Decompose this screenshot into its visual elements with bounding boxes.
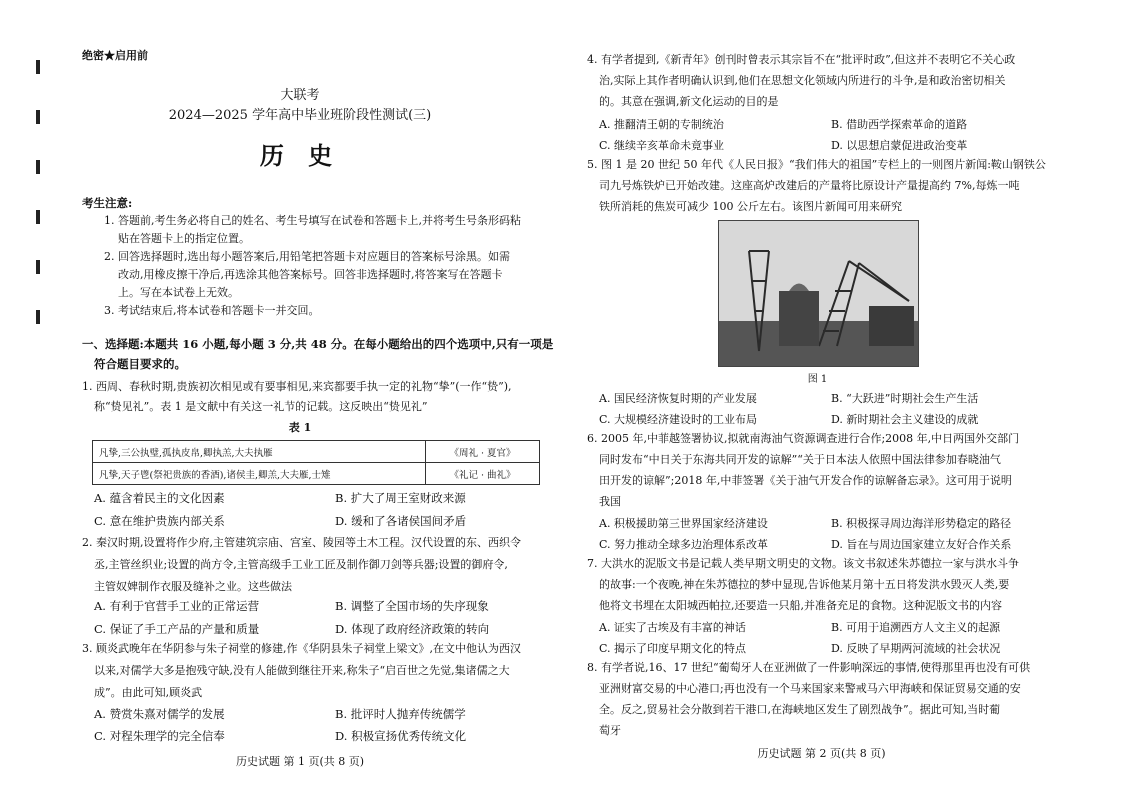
q3-stem: 以来,对儒学大多是抱残守缺,没有人能做到继往开来,称朱子“启百世之先觉,集诸儒之大 [94, 664, 510, 677]
q7-option-a: A. 证实了古埃及有丰富的神话 [599, 621, 746, 634]
citation-table [92, 440, 540, 485]
q1-stem: 1. 西周、春秋时期,贵族初次相见或有要事相见,来宾都要手执一定的礼物“挚”(一作“贽”), [82, 380, 512, 393]
q7-stem: 他将文书埋在太阳城西帕拉,还要造一只船,并准备充足的食物。这种泥版文书的内容 [599, 599, 1002, 612]
q3-option-d: D. 积极宣扬优秀传统文化 [335, 729, 467, 743]
q3-option-b: B. 批评时人抛弃传统儒学 [335, 707, 466, 721]
q7-stem: 7. 大洪水的泥版文书是记载人类早期文明史的文物。该文书叙述朱苏德拉一家与洪水斗争 [587, 557, 1019, 570]
notice-line: 改动,用橡皮擦干净后,再选涂其他答案标号。回答非选择题时,将答案写在答题卡 [118, 268, 503, 281]
table-row [93, 441, 540, 463]
q5-option-b: B. “大跃进”时期社会生产生活 [831, 392, 979, 405]
q6-option-b: B. 积极探寻周边海洋形势稳定的路径 [831, 517, 1012, 530]
q3-option-c: C. 对程朱理学的完全信奉 [94, 729, 225, 743]
notice-title: 考生注意: [82, 196, 133, 210]
q6-stem: 同时发布“中日关于东海共同开发的谅解”“关于日本法人依照中国法律参加春晓油气 [599, 453, 1001, 466]
q2-option-d: D. 体现了政府经济政策的转向 [335, 622, 490, 636]
section-heading-cont: 符合题目要求的。 [94, 357, 186, 371]
notice-line: 贴在答题卡上的指定位置。 [118, 232, 250, 245]
q8-stem: 萄牙 [599, 724, 621, 737]
q7-option-b: B. 可用于追溯西方人文主义的起源 [831, 621, 1001, 634]
q3-option-a: A. 赞赏朱熹对儒学的发展 [94, 707, 225, 721]
q5-option-d: D. 新时期社会主义建设的成就 [831, 413, 979, 426]
q4-stem: 的。其意在强调,新文化运动的目的是 [599, 95, 779, 108]
q1-option-d: D. 缓和了各诸侯国间矛盾 [335, 514, 467, 528]
table-cell: 《周礼 · 夏官》 [426, 441, 540, 463]
page-footer: 历史试题 第 2 页(共 8 页) [757, 747, 886, 760]
q8-stem: 亚洲财富交易的中心港口;再也没有一个马来国家来警戒马六甲海峡和保证贸易交通的安 [599, 682, 1021, 695]
table-cell: 凡挚,三公执璧,孤执皮帛,卿执羔,大夫执雁 [93, 441, 426, 463]
table-row [93, 463, 540, 485]
notice-line: 2. 回答选择题时,选出每小题答案后,用铅笔把答题卡对应题目的答案标号涂黑。如需 [104, 250, 510, 263]
q5-stem: 铁所消耗的焦炭可减少 100 公斤左右。该图片新闻可用来研究 [599, 200, 902, 213]
q6-stem: 6. 2005 年,中菲越签署协议,拟就南海油气资源调查进行合作;2008 年,中日两国外交部门 [587, 432, 1020, 445]
notice-line: 上。写在本试卷上无效。 [118, 286, 239, 299]
q2-stem: 丞,主管丝织业;设置的尚方令,主管高级手工业工匠及制作御刀剑等兵器;设置的御府令, [94, 558, 508, 571]
q2-option-a: A. 有利于官营手工业的正常运营 [94, 599, 260, 613]
q5-stem: 5. 图 1 是 20 世纪 50 年代《人民日报》“我们伟大的祖国”专栏上的一则图片新闻:鞍山钢铁公 [587, 158, 1046, 171]
table-title: 表 1 [288, 421, 312, 434]
q2-option-b: B. 调整了全国市场的失序现象 [335, 599, 489, 613]
q2-stem: 主管奴婢制作衣服及缝补之业。这些做法 [94, 580, 292, 593]
figure-caption: 图 1 [807, 374, 828, 385]
q8-stem: 8. 有学者说,16、17 世纪“葡萄牙人在亚洲做了一件影响深远的事情,使得那里再也没有可供 [587, 661, 1031, 674]
section-heading: 一、选择题:本题共 16 小题,每小题 3 分,共 48 分。在每小题给出的四个选项中,只有一项是 [82, 337, 554, 351]
q6-option-c: C. 努力推动全球多边治理体系改革 [599, 538, 769, 551]
page-footer: 历史试题 第 1 页(共 8 页) [235, 755, 365, 768]
q1-option-a: A. 蕴含着民主的文化因素 [94, 491, 225, 505]
q5-stem: 司九号炼铁炉已开始改建。这座高炉改建后的产量将比原设计产量提高约 7%,每炼一吨 [599, 179, 1020, 192]
q4-option-a: A. 推翻清王朝的专制统治 [599, 118, 724, 131]
secret-label: 绝密★启用前 [82, 49, 148, 62]
exam-name: 大联考 [280, 88, 320, 103]
q6-option-a: A. 积极援助第三世界国家经济建设 [599, 517, 768, 530]
q4-stem: 4. 有学者提到,《新青年》创刊时曾表示其宗旨不在“批评时政”,但这并不表明它不关心政 [587, 53, 1016, 66]
exam-title: 2024—2025 学年高中毕业班阶段性测试(三) [168, 108, 432, 123]
subject-title: 历 史 [259, 141, 341, 170]
q2-stem: 2. 秦汉时期,设置将作少府,主管建筑宗庙、宫室、陵园等土木工程。汉代设置的东、西织令 [82, 536, 521, 549]
notice-line: 1. 答题前,考生务必将自己的姓名、考生号填写在试卷和答题卡上,并将考生号条形码粘 [104, 214, 521, 227]
q8-stem: 全。反之,贸易社会分散到若干港口,在海峡地区发生了剧烈战争”。据此可知,当时葡 [599, 703, 1001, 716]
q7-option-c: C. 揭示了印度早期文化的特点 [599, 642, 747, 655]
q6-stem: 我国 [599, 495, 621, 508]
q3-stem: 成”。由此可知,顾炎武 [94, 686, 203, 699]
q1-option-b: B. 扩大了周王室财政来源 [335, 491, 466, 505]
q6-stem: 田开发的谅解”;2018 年,中菲签署《关于油气开发合作的谅解备忘录》。这可用于说明 [599, 474, 1012, 487]
q7-option-d: D. 反映了早期两河流域的社会状况 [831, 642, 1001, 655]
q2-option-c: C. 保证了手工产品的产量和质量 [94, 622, 260, 636]
q7-stem: 的故事:一个夜晚,神在朱苏德拉的梦中显现,告诉他某月第十五日将发洪水毁灭人类,要 [599, 578, 1010, 591]
notice-line: 3. 考试结束后,将本试卷和答题卡一并交回。 [104, 304, 320, 317]
table-cell: 凡挚,天子鬯(祭祀贵族的香酒),诸侯圭,卿羔,大夫雁,士雉 [93, 463, 426, 485]
q3-stem: 3. 顾炎武晚年在华阴参与朱子祠堂的修建,作《华阴县朱子祠堂上梁文》,在文中他认为西汉 [82, 642, 521, 655]
figure-1-photo [718, 220, 919, 367]
table-cell: 《礼记 · 曲礼》 [426, 463, 540, 485]
q4-option-d: D. 以思想启蒙促进政治变革 [831, 139, 968, 152]
q6-option-d: D. 旨在与周边国家建立友好合作关系 [831, 538, 1012, 551]
q5-option-a: A. 国民经济恢复时期的产业发展 [599, 392, 757, 405]
q4-stem: 治,实际上其作者明确认识到,他们在思想文化领域内所进行的斗争,是和政治密切相关 [599, 74, 1006, 87]
q1-stem: 称“贽见礼”。表 1 是文献中有关这一礼节的记载。这反映出“贽见礼” [94, 400, 428, 413]
page-right [561, 0, 1122, 794]
q4-option-b: B. 借助西学探索革命的道路 [831, 118, 968, 131]
blast-furnace-image [719, 221, 918, 366]
q4-option-c: C. 继续辛亥革命未竟事业 [599, 139, 725, 152]
q1-option-c: C. 意在维护贵族内部关系 [94, 514, 225, 528]
q5-option-c: C. 大规模经济建设时的工业布局 [599, 413, 758, 426]
